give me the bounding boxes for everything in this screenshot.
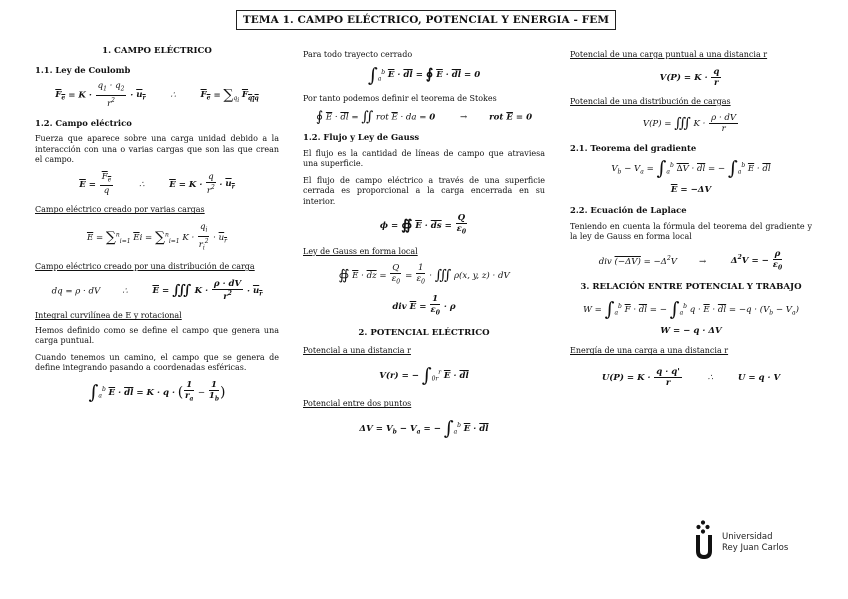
subheading-teorema-gradiente: 2.1. Teorema del gradiente [570,143,697,153]
university-logo-icon [694,520,714,560]
heading-potencial-distancia: Potencial a una distancia r [303,346,411,356]
heading-energia-carga: Energía de una carga a una distancia r [570,346,729,356]
heading-gauss-local: Ley de Gauss en forma local [303,246,418,256]
heading-potencial-distribucion: Potencial de una distribución de cargas [570,96,731,106]
subheading-flujo-gauss: 1.2. Flujo y Ley de Gauss [303,132,420,143]
equation-coulomb: $F_e = K$ · $\frac{q_1 \cdot q_2}{r^2}$ · $u_r$ ∴ $F_e = \sum_{q_i}$ $F_{q_iq}$ [55,81,259,109]
equation-integral-curvilinea: $\int_a^b$ $\overline{E} \cdot \overline{dl} = K \cdot q$ · ( $\frac{1}{r_a}$ − $\frac{1}{1_b}$ ) [88,379,226,404]
paragraph-laplace: Teniendo en cuenta la fórmula del teorema del gradiente y la ley de Gauss en forma local [570,221,812,242]
equation-campo-definicion: $\overline{E}$ = $\frac{F_e}{q}$ ∴ $\overline{E} = K$ · $\frac{q}{r^2}$ · $u_r$ [79,171,235,197]
subheading-ley-coulomb: 1.1. Ley de Coulomb [35,64,131,75]
heading-campo-varias-cargas: Campo eléctrico creado por varias cargas [35,205,205,215]
equation-gauss-local-1: ∯ $\overline{E} \cdot \overline{dz}$ = $\frac{Q}{\varepsilon_0}$ = $\frac{1}{\varepsilon_0}$ · ∭ ρ(x, y, z) · dV [338,263,510,287]
paragraph-definido-campo: Hemos definido como se define el campo que genera una carga puntual. [35,325,279,346]
equation-campo-varias-cargas: $\overline{E} = \sum^n_{i=1}$ $\overline{E}i = \sum^n_{i=1}$ K · $\frac{q_i}{r_i^2}$ · $u_r$ [86,221,228,252]
equation-potencial-carga-puntual: V(P) = K · $\frac{q}{r}$ [659,66,720,88]
equation-campo-distribucion: dq = ρ · dV ∴ $\overline{E}$ = ∭ K · $\frac{\rho \cdot dV}{r^2}$ · $u_r$ [51,278,263,303]
paragraph-definicion-campo: Fuerza que aparece sobre una carga unidad debido a la interacción con una o varias cargas que son las que crean el campo. [35,134,279,165]
column-3 [570,42,812,397]
equation-gradiente-1: $V_b - V_a = \int_a^b$ $\Delta V \cdot \overline{dl}$ = − $\int_a^b$ $\overline{E} \cdot \overline{dl}$ [611,156,771,179]
column-2 [303,42,545,447]
paragraph-flujo-superficie: El flujo de campo eléctrico a través de una superficie cerrada es proporcional a la carga encerrada en su interior. [303,175,545,206]
subheading-campo-electrico: 1.2. Campo eléctrico [35,117,132,128]
paragraph-flujo: El flujo es la cantidad de líneas de campo que atraviesa una superficie. [303,148,545,169]
equation-gradiente-2: $\overline{E} = -\Delta V$ [670,185,712,196]
equation-potencial-dos-puntos: $\Delta V = V_b - V_a$ = − $\int_a^b$ $\overline{E} \cdot \overline{dl}$ [359,417,489,440]
paragraph-camino: Cuando tenemos un camino, el campo que se genera de define integrando pasando a coordenadas esféricas. [35,352,279,373]
equation-potencial-distribucion: V(P) = ∭ K · $\frac{\rho \cdot dV}{r}$ [642,113,737,134]
section-heading-campo-electrico: 1. CAMPO ELÉCTRICO [102,46,212,56]
paragraph-trayecto-cerrado: Para todo trayecto cerrado [303,50,413,59]
equation-potencial-distancia: V(r) = − $\int_{0r}^r$ $\overline{E} \cdot \overline{dl}$ [379,364,469,387]
heading-integral-curvilinea: Integral curvilínea de E y rotacional [35,311,182,321]
heading-potencial-carga-puntual: Potencial de una carga puntual a una distancia r [570,50,768,59]
subheading-ecuacion-laplace: 2.2. Ecuación de Laplace [570,205,687,216]
page-title: TEMA 1. CAMPO ELÉCTRICO, POTENCIAL Y ENERGIA - FEM [236,10,616,30]
equation-laplace: div $(-\Delta V) = -\Delta^2V \to \Delta^2V$ = − $\frac{\rho}{\varepsilon_0}$ [598,248,783,272]
heading-potencial-dos-puntos: Potencial entre dos puntos [303,399,412,409]
equation-energia: U(P) = K · $\frac{q \cdot q'}{r}$ ∴ U = q · V [601,366,781,388]
section-heading-relacion-potencial-trabajo: 3. RELACIÓN ENTRE POTENCIAL Y TRABAJO [580,282,802,293]
equation-trabajo-2: W = − q · ΔV [660,326,722,337]
equation-trabajo-1: $W = \int_a^b$ $\overline{F} \cdot \overline{dl}$ = − $\int_a^b$ $q \cdot \overline{E} \cdot \overline{dl} = -q \cdot (V_b - V_a)$ [583,298,799,321]
equation-stokes: ∮ $\overline{E} \cdot \overline{dl}$ = ∬ rot $\overline{E}$ · da = 0 → rot $\overline{E} = 0$ [315,108,533,125]
equation-gauss: ϕ = ∯ $\overline{E} \cdot \overline{ds}$ = $\frac{Q}{\varepsilon_0}$ [379,213,467,236]
section-heading-potencial: 2. POTENCIAL ELÉCTRICO [358,327,490,338]
university-name-line-1: Universidad [722,532,773,542]
heading-campo-distribucion: Campo eléctrico creado por una distribución de carga [35,262,255,272]
paragraph-stokes: Por tanto podemos definir el teorema de Stokes [303,94,497,104]
university-name [722,532,788,554]
column-1 [35,42,279,414]
equation-trayecto-cerrado: $\int_a^b$ $\overline{E} \cdot \overline{dl}$ = ∮ $\overline{E} \cdot \overline{dl} = 0$ [367,63,481,86]
equation-gauss-local-2: div $\overline{E}$ = $\frac{1}{\varepsilon_0}$ · ρ [392,294,456,317]
university-logo [694,520,804,564]
university-name-line-2: Rey Juan Carlos [722,543,789,553]
